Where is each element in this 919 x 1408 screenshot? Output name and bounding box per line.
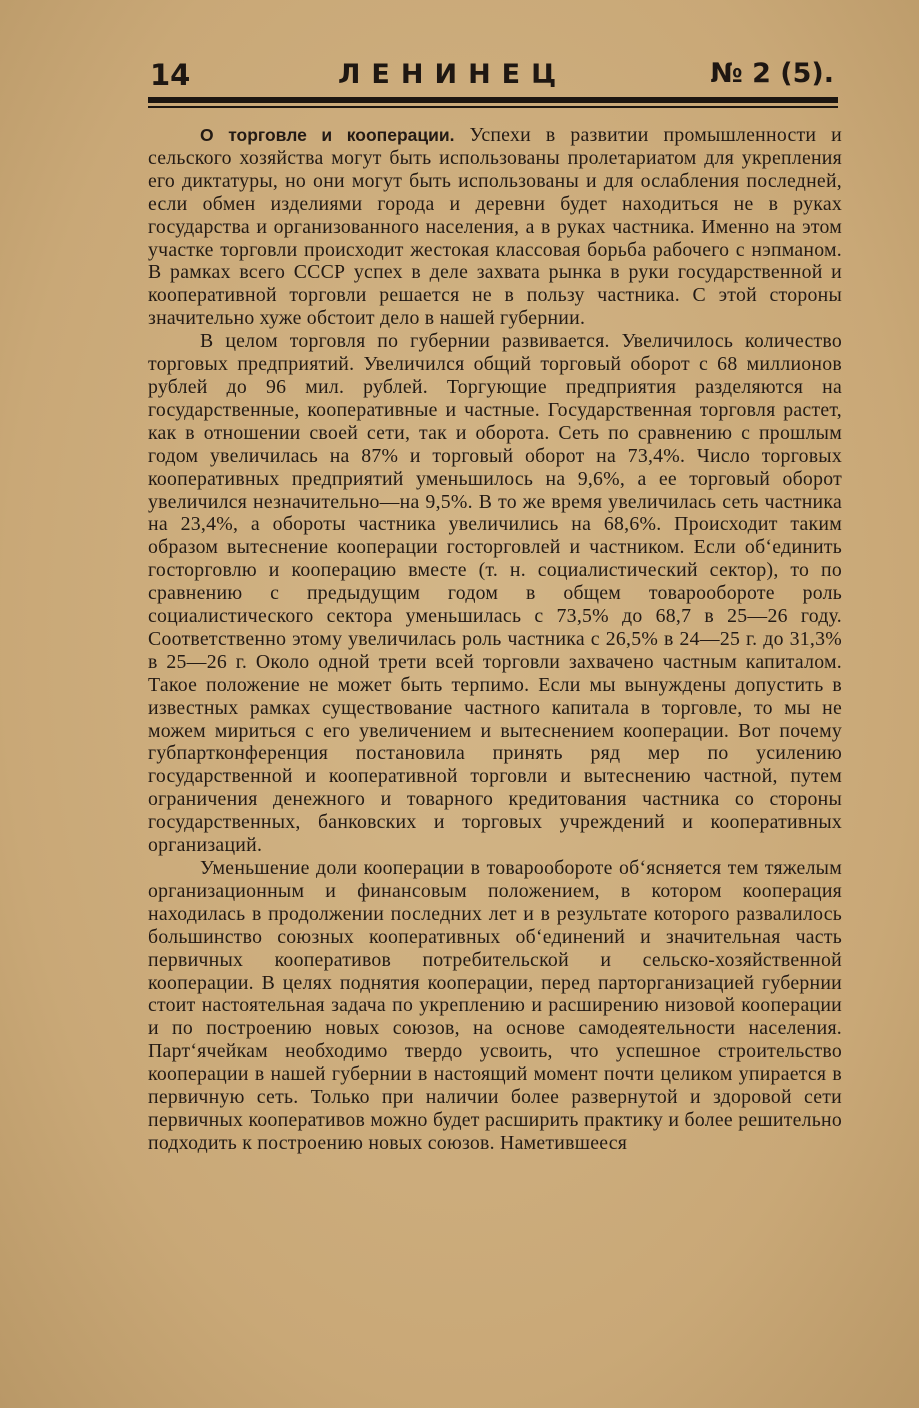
paragraph <box>148 124 842 330</box>
journal-title: ЛЕНИНЕЦ <box>338 59 568 90</box>
section-title: О торговле и кооперации. <box>200 125 455 145</box>
paragraph: Уменьшение доли кооперации в товарообороте об‘ясняется тем тяжелым организационным и финансовым положением, в котором кооперация находилась в продолжении последних лет и в результате которого развалилось большинство союзных кооперативных об‘единений и значительная часть первичных кооперативов потребительской и сельско-хозяйственной кооперации. В целях поднятия кооперации, перед парторганизацией губернии стоит настоятельная задача по укреплению и расширению низовой кооперации и по построению новых союзов, на основе самодеятельности населения. Парт‘ячейкам необходимо твердо усвоить, что успешное строительство кооперации в нашей губернии в настоящий момент почти целиком упирается в первичную сеть. Только при наличии более развернутой и здоровой сети первичных кооперативов можно будет расширить практику и более решительно подходить к построению новых союзов. Наметившееся <box>148 857 842 1154</box>
paragraph: В целом торговля по губернии развивается. Увеличилось количество торговых предприятий. Увеличился общий торговый оборот с 68 миллионов рублей до 96 мил. рублей. Торгующие предприятия разделяются на государственные, кооперативные и частные. Государственная торговля растет, как в отношении своей сети, так и оборота. Сеть по сравнению с прошлым годом увеличилась на 87% и торговый оборот на 73,4%. Число торговых кооперативных предприятий уменьшилось на 9,6%, а ее торговый оборот увеличился незначительно—на 9,5%. В то же время увеличилась сеть частника на 23,4%, а обороты частника увеличились на 68,6%. Происходит таким образом вытеснение кооперации госторговлей и частником. Если об‘единить госторговлю и кооперацию вместе (т. н. социалистический сектор), то по сравнению с предыдущим годом в общем товарообороте роль социалистического сектора уменьшилась с 73,5% до 68,7 в 25—26 году. Соответственно этому увеличилась роль частника с 26,5% в 24—25 г. до 31,3% в 25—26 г. Около одной трети всей торговли захвачено частным капиталом. Такое положение не может быть терпимо. Если мы вынуждены допустить в известных рамках существование частного капитала в торговле, то мы не можем мириться с его увеличением и вытеснением кооперации. Вот почему губпартконференция постановила принять ряд мер по усилению государственной и кооперативной торговли и вытеснению частной, путем ограничения денежного и товарного кредитования частника со стороны государственных, банковских и торговых учреждений и кооперативных организаций. <box>148 330 842 857</box>
paragraph-text: Успехи в развитии промышленности и сельского хозяйства могут быть использованы пролетариатом для укрепления его диктатуры, но они могут быть использованы и для ослабления последней, если обмен изделиями города и деревни будет находиться не в руках государства и организованного населения, а в руках частника. Именно на этом участке торговли происходит жестокая классовая борьба рабочего с нэпманом. В рамках всего СССР успех в деле захвата рынка в руки государственной и кооперативной торговли решается не в пользу частника. С этой стороны значительно хуже обстоит дело в нашей губернии. <box>148 124 842 330</box>
issue-number: № 2 (5). <box>710 58 834 89</box>
header-rule-thin <box>148 106 838 108</box>
page-number: 14 <box>150 58 191 92</box>
running-header <box>148 58 838 98</box>
header-rule-thick <box>148 97 838 103</box>
article-body <box>148 124 842 1155</box>
